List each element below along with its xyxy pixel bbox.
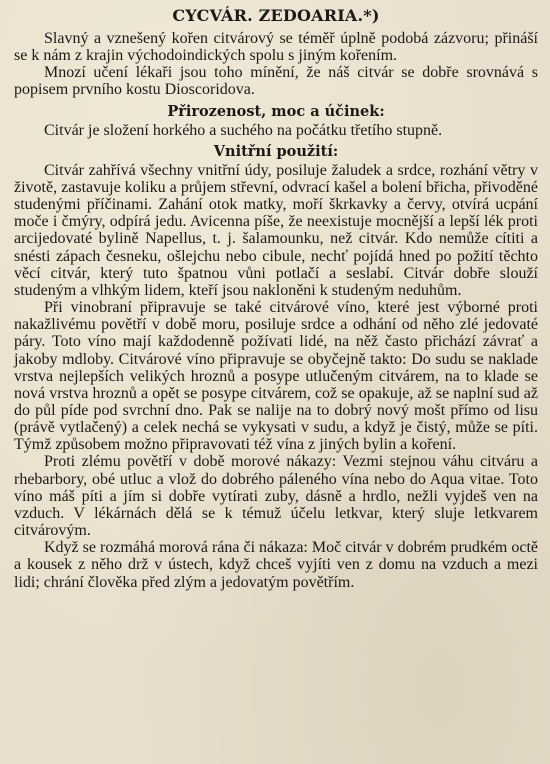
internal-use-paragraph-4: Když se rozmáhá morová rána či nákaza: Moč citvár v dobrém prudkém octě a kousek z něho drž v ústech, když chceš vyjíti ven z domu na vzduch a mezi lidi; chrání člověka před zlým a jedovatým povětřím. [14,539,539,591]
section-heading-properties: Přirozenost, moc a účinek: [167,102,385,120]
intro-paragraph-1: Slavný a vznešený kořen citvárový se téměř úplně podobá zázvoru; přináší se k nám z krajin východoindických spolu s jiným kořením. [14,30,538,65]
internal-use-paragraph-3: Proti zlému povětří v době morové nákazy: Vezmi stejnou váhu citváru a rhebarbory, obé utluc a vlož do dobrého páleného vína nebo do Aqua vitae. Toto víno máš píti a jím si dobře vytírati zuby, dásně a hrdlo, nežli vyjdeš ven na vzduch. V lékárnách dělá se k témuž účelu letkvar, který sluje letkvarem citvárovým. [14,453,538,540]
internal-use-paragraph-2: Při vinobraní připravuje se také citvárové víno, které jest výborné proti nakažlivému povětří v době moru, posiluje srdce a odhání od něho zlé jedovaté páry. Toto víno mají každodenně požívati lidé, na něž často přichází závrať a jakoby mdloby. Citvárové víno připravuje se obyčejně takto: Do sudu se naklade vrstva nejlepších velikých hroznů a posype utlučeným citvárem, na to klade se nová vrstva hroznů a opět se posype citvárem, což se opakuje, až se naplní sud až do půl píde pod svrchní dno. Pak se nalije na to dobrý nový mošt přímo od lisu (právě vytlačený) a celek nechá se vykysati v sudu, a když je čistý, může se píti. Týmž způsobem možno připravovati též vína z jiných bylin a koření. [14,299,538,454]
internal-use-paragraph-1: Citvár zahřívá všechny vnitřní údy, posiluje žaludek a srdce, rozhání větry v životě, zastavuje koliku a průjem střevní, odvrací kašel a bolení břicha, přivoděné studenými příčinami. Zahání otok matky, moří škrkavky a červy, otvírá ucpání moče i čmýry, odpírá jedu. Avicenna píše, že neexistuje mocnější a lepší lék proti arcijedovaté bylině Napellus, t. j. šalamounku, než citvár. Kdo nemůže cítiti a snésti zápach česneku, ošlejchu nebo cibule, nechť pojídá hned po požití těchto věcí citvár, který tuto špatnou vůni potlačí a seslabí. Citvár dobře slouží studeným a vlhkým lidem, kteří jsou nakloněni k studeným neduhům. [14,161,538,299]
section-heading-internal-use: Vnitřní použití: [213,142,339,160]
properties-paragraph: Citvár je složení horkého a suchého na počátku třetího stupně. [44,121,443,139]
page-title: CYCVÁR. ZEDOARIA.*) [172,6,380,25]
intro-paragraph-2: Mnozí učení lékaři jsou toho mínění, že náš citvár se dobře srovnává s popisem prvního kostu Dioscoridova. [14,64,538,99]
